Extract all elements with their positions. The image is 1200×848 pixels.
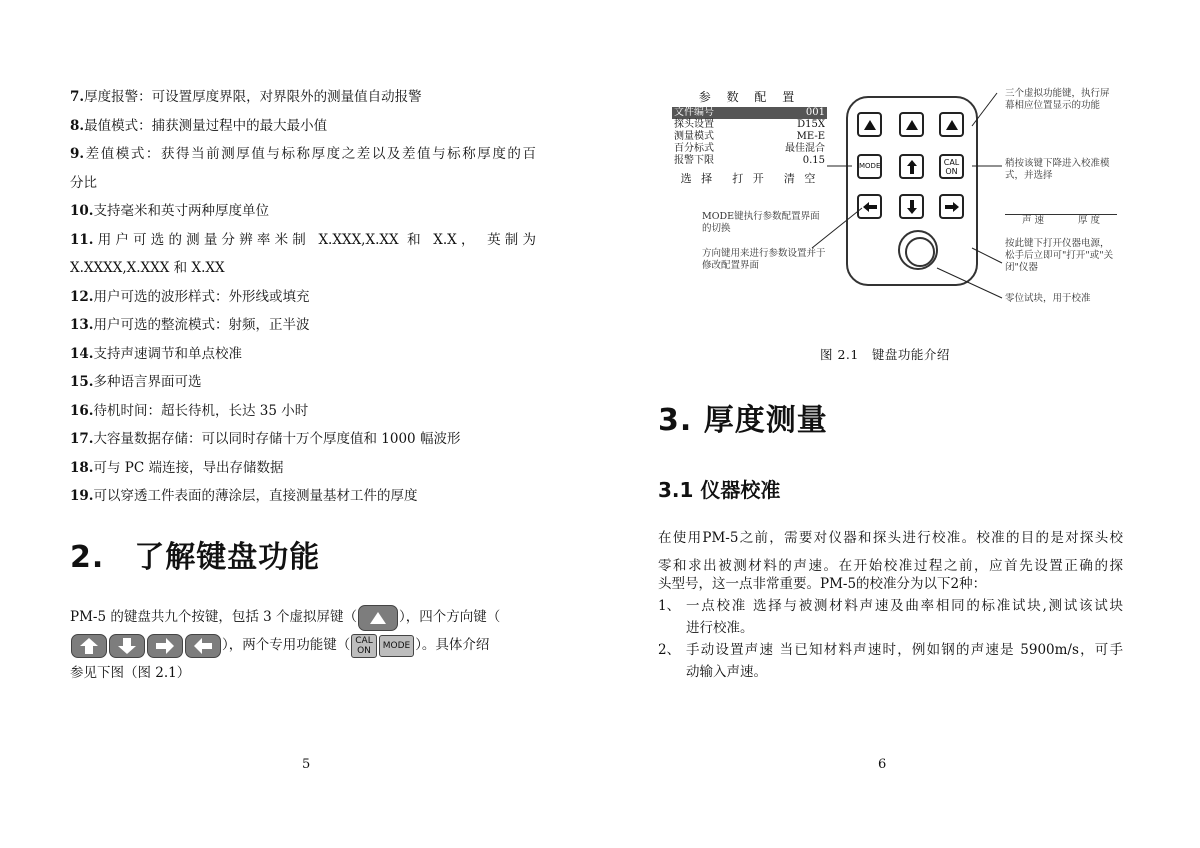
feature-line: 19.可以穿透工件表面的薄涂层，直接测量基材工件的厚度	[70, 488, 418, 504]
feature-line: 15.多种语言界面可选	[70, 374, 202, 390]
callout-mode-key: MODE键执行参数配置界面的切换	[702, 211, 820, 234]
lcd-softkey-label: 打 开	[732, 172, 767, 185]
callout-probe: 零位试块，用于校准	[1005, 293, 1091, 304]
lcd-row: 探头设置 D15X	[674, 119, 825, 130]
virtual-screen-key-icon	[358, 605, 398, 631]
lcd-row: 文件编号 001	[674, 107, 825, 118]
intro-line-1: PM-5 的键盘共九个按键，包括 3 个虚拟屏键（ ），四个方向键（	[70, 603, 540, 631]
lcd-row: 测量模式 ME-E	[674, 131, 825, 142]
callout-cal-key: 稍按该键下降进入校准模式，并选择	[1005, 158, 1110, 181]
para-line-1: 在使用PM-5之前，需要对仪器和探头进行校准。校准的目的是对探头校	[658, 530, 1123, 546]
list-item-1-line-2: 进行校准。	[686, 620, 754, 636]
list-item-1-marker: 1、	[658, 598, 681, 614]
feature-line: 10.支持毫米和英寸两种厚度单位	[70, 203, 269, 219]
list-item-1-line-1: 一点校准 选择与被测材料声速及曲率相同的标准试块,测试该试块	[686, 598, 1123, 614]
feature-line: 12.用户可选的波形样式：外形线或填充	[70, 288, 310, 305]
section-2-heading	[70, 532, 320, 576]
lcd-row: 百分标式 最佳混合	[674, 143, 825, 154]
figure-caption: 图 2.1 键盘功能介绍	[820, 347, 950, 362]
feature-line: 7.厚度报警：可设置厚度界限，对界限外的测量值自动报警	[70, 89, 422, 105]
para-line-3: 头型号，这一点非常重要。PM-5的校准分为以下2种：	[658, 576, 987, 592]
callout-arrow-keys: 方向键用来进行参数设置并于修改配置界面	[702, 248, 826, 271]
feature-line: 分比	[70, 174, 97, 191]
callout-cal-options: 声 速 厚 度	[1005, 214, 1117, 227]
feature-line: 17.大容量数据存储：可以同时存储十万个厚度值和 1000 幅波形	[70, 431, 461, 447]
lcd-softkey-label: 选 择	[680, 172, 716, 185]
para-line-2: 零和求出被测材料的声速。在开始校准过程之前，应首先设置正确的探	[658, 558, 1123, 574]
mode-key-icon: MODE	[379, 635, 414, 657]
list-item-2-line-1: 手动设置声速 当已知材料声速时，例如钢的声速是 5900m/s，可手	[686, 642, 1123, 658]
lcd-row: 报警下限 0.15	[674, 155, 825, 166]
arrow-down-key-icon	[109, 634, 145, 658]
feature-line: 8.最值模式：捕获测量过程中的最大最小值	[70, 117, 328, 134]
feature-line: X.XXXX,X.XXX 和 X.XX	[70, 260, 225, 276]
arrow-up-key-icon	[71, 634, 107, 658]
feature-line: 16.待机时间：超长待机，长达 35 小时	[70, 402, 309, 419]
left-page	[70, 0, 540, 848]
page-number-right: 6	[878, 757, 887, 772]
intro-line-2: ），两个专用功能键（ CAL ON MODE ）。具体介绍	[70, 631, 540, 659]
lcd-param-screen: 参 数 配 置 文件编号 001 探头设置 D15X 测量模式 ME-E 百分标式 最佳混合 报警下限 0.15 选 择 打 开 清 空	[674, 90, 825, 185]
list-item-2-marker: 2、	[658, 642, 681, 658]
feature-line: 11.用户可选的测量分辨率米制 X.XXX,X.XX 和 X.X， 英制为	[70, 231, 536, 248]
subsection-3-1-heading: 3.1 仪器校准	[658, 478, 781, 502]
page-number-left: 5	[302, 757, 311, 772]
arrow-left-key-icon	[185, 634, 221, 658]
section-number: 2.	[70, 540, 105, 575]
lcd-softkey-label: 清 空	[783, 172, 819, 185]
callout-virtual-keys: 三个虚拟功能键，执行屏幕相应位置显示的功能	[1005, 88, 1110, 111]
section-3-heading: 3. 厚度测量	[658, 403, 828, 438]
right-page	[658, 0, 1128, 848]
arrow-right-key-icon	[147, 634, 183, 658]
feature-line: 13.用户可选的整流模式：射频，正半波	[70, 317, 310, 333]
cal-on-key-icon: CAL ON	[351, 634, 376, 658]
intro-line-3: 参见下图（图 2.1）	[70, 665, 191, 681]
section-title: 了解键盘功能	[134, 540, 321, 575]
callout-power-key: 按此键下打开仪器电源，松手后立即可"打开"或"关闭"仪器	[1005, 238, 1114, 273]
feature-line: 18.可与 PC 端连接，导出存储数据	[70, 459, 284, 476]
feature-line: 9.差值模式：获得当前测厚值与标称厚度之差以及差值与标称厚度的百	[70, 146, 536, 162]
feature-line: 14.支持声速调节和单点校准	[70, 345, 242, 362]
list-item-2-line-2: 动输入声速。	[686, 664, 767, 680]
mode-key-icon: MODE	[857, 154, 882, 179]
cal-on-key-icon: CAL ON	[939, 154, 964, 179]
